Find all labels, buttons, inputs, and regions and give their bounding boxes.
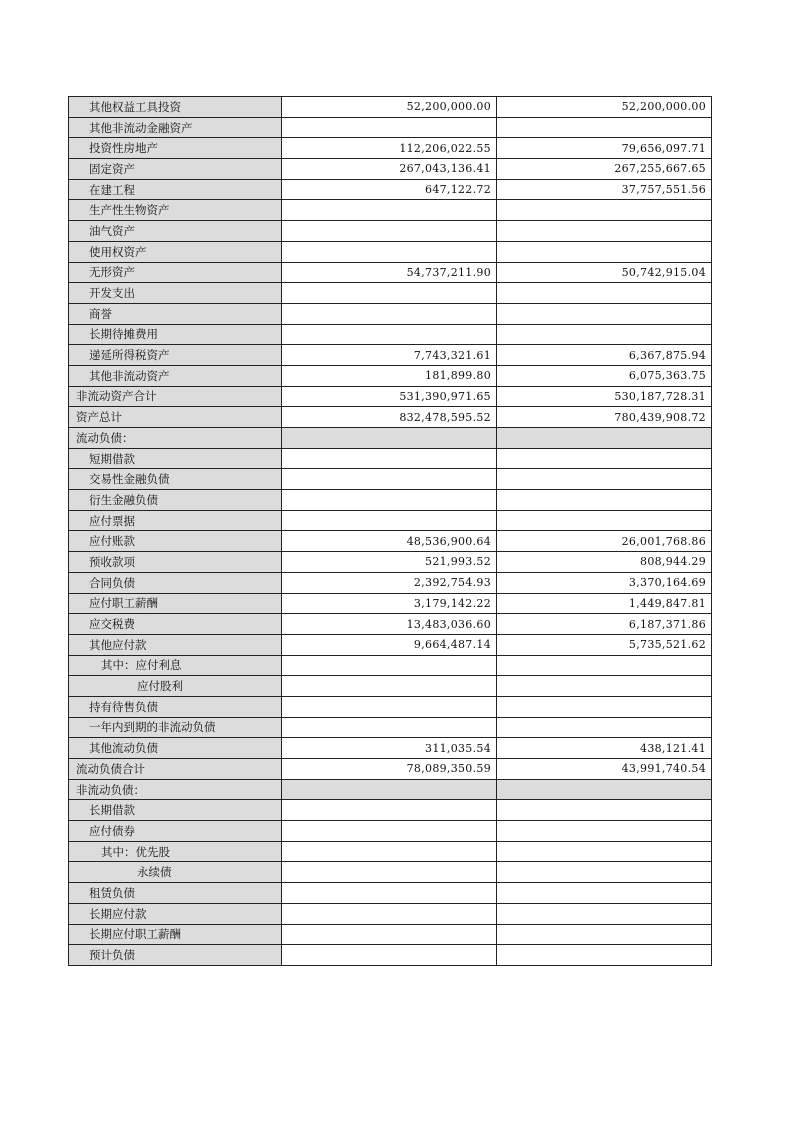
table-row <box>69 572 712 593</box>
table-row <box>69 283 712 304</box>
row-label: 应付股利 <box>69 676 282 697</box>
table-row <box>69 655 712 676</box>
table-row <box>69 510 712 531</box>
current-period-value: 2,392,754.93 <box>282 572 497 593</box>
row-label: 其他流动负债 <box>69 738 282 759</box>
prior-period-value <box>497 303 712 324</box>
row-label: 投资性房地产 <box>69 138 282 159</box>
row-label: 资产总计 <box>69 407 282 428</box>
row-label: 其中：应付利息 <box>69 655 282 676</box>
table-row <box>69 262 712 283</box>
table-row <box>69 779 712 800</box>
row-label: 应付债券 <box>69 821 282 842</box>
row-label: 油气资产 <box>69 221 282 242</box>
prior-period-value: 3,370,164.69 <box>497 572 712 593</box>
table-row <box>69 614 712 635</box>
row-label: 非流动资产合计 <box>69 386 282 407</box>
row-label: 在建工程 <box>69 179 282 200</box>
current-period-value <box>282 924 497 945</box>
row-label: 交易性金融负债 <box>69 469 282 490</box>
current-period-value <box>282 117 497 138</box>
balance-sheet-table <box>68 96 712 966</box>
row-label: 一年内到期的非流动负债 <box>69 717 282 738</box>
prior-period-value <box>497 221 712 242</box>
prior-period-value <box>497 117 712 138</box>
row-label: 其他应付款 <box>69 634 282 655</box>
current-period-value <box>282 945 497 966</box>
table-row <box>69 200 712 221</box>
row-label: 租赁负债 <box>69 883 282 904</box>
prior-period-value <box>497 779 712 800</box>
row-label: 长期待摊费用 <box>69 324 282 345</box>
row-label: 预计负债 <box>69 945 282 966</box>
table-row <box>69 448 712 469</box>
current-period-value: 48,536,900.64 <box>282 531 497 552</box>
current-period-value: 52,200,000.00 <box>282 97 497 118</box>
table-row <box>69 428 712 449</box>
table-row <box>69 303 712 324</box>
row-label: 非流动负债： <box>69 779 282 800</box>
row-label: 其他权益工具投资 <box>69 97 282 118</box>
current-period-value <box>282 303 497 324</box>
table-row <box>69 552 712 573</box>
row-label: 应付职工薪酬 <box>69 593 282 614</box>
table-row <box>69 345 712 366</box>
row-label: 长期借款 <box>69 800 282 821</box>
table-row <box>69 883 712 904</box>
prior-period-value: 5,735,521.62 <box>497 634 712 655</box>
prior-period-value <box>497 717 712 738</box>
current-period-value: 54,737,211.90 <box>282 262 497 283</box>
row-label: 合同负债 <box>69 572 282 593</box>
current-period-value: 13,483,036.60 <box>282 614 497 635</box>
current-period-value <box>282 696 497 717</box>
current-period-value <box>282 428 497 449</box>
table-row <box>69 676 712 697</box>
row-label: 短期借款 <box>69 448 282 469</box>
current-period-value <box>282 717 497 738</box>
current-period-value <box>282 821 497 842</box>
row-label: 长期应付职工薪酬 <box>69 924 282 945</box>
current-period-value: 9,664,487.14 <box>282 634 497 655</box>
row-label: 固定资产 <box>69 159 282 180</box>
prior-period-value <box>497 490 712 511</box>
current-period-value: 531,390,971.65 <box>282 386 497 407</box>
prior-period-value <box>497 428 712 449</box>
prior-period-value: 26,001,768.86 <box>497 531 712 552</box>
prior-period-value <box>497 800 712 821</box>
table-row <box>69 324 712 345</box>
prior-period-value <box>497 200 712 221</box>
table-row <box>69 490 712 511</box>
prior-period-value: 37,757,551.56 <box>497 179 712 200</box>
prior-period-value <box>497 945 712 966</box>
row-label: 流动负债合计 <box>69 759 282 780</box>
current-period-value <box>282 490 497 511</box>
table-row <box>69 717 712 738</box>
current-period-value <box>282 862 497 883</box>
row-label: 预收款项 <box>69 552 282 573</box>
row-label: 持有待售负债 <box>69 696 282 717</box>
row-label: 商誉 <box>69 303 282 324</box>
prior-period-value <box>497 924 712 945</box>
current-period-value <box>282 883 497 904</box>
row-label: 衍生金融负债 <box>69 490 282 511</box>
row-label: 生产性生物资产 <box>69 200 282 221</box>
table-row <box>69 159 712 180</box>
prior-period-value <box>497 903 712 924</box>
current-period-value: 112,206,022.55 <box>282 138 497 159</box>
row-label: 应交税费 <box>69 614 282 635</box>
balance-sheet <box>68 96 711 966</box>
current-period-value: 521,993.52 <box>282 552 497 573</box>
prior-period-value <box>497 862 712 883</box>
current-period-value <box>282 283 497 304</box>
prior-period-value <box>497 655 712 676</box>
table-row <box>69 97 712 118</box>
table-row <box>69 469 712 490</box>
table-row <box>69 862 712 883</box>
prior-period-value: 438,121.41 <box>497 738 712 759</box>
prior-period-value <box>497 241 712 262</box>
prior-period-value <box>497 821 712 842</box>
current-period-value <box>282 324 497 345</box>
table-row <box>69 593 712 614</box>
prior-period-value <box>497 283 712 304</box>
current-period-value <box>282 241 497 262</box>
table-row <box>69 841 712 862</box>
current-period-value: 311,035.54 <box>282 738 497 759</box>
table-row <box>69 407 712 428</box>
current-period-value: 3,179,142.22 <box>282 593 497 614</box>
prior-period-value: 808,944.29 <box>497 552 712 573</box>
row-label: 使用权资产 <box>69 241 282 262</box>
prior-period-value: 52,200,000.00 <box>497 97 712 118</box>
table-row <box>69 221 712 242</box>
prior-period-value <box>497 676 712 697</box>
table-row <box>69 800 712 821</box>
row-label: 无形资产 <box>69 262 282 283</box>
current-period-value <box>282 469 497 490</box>
current-period-value: 78,089,350.59 <box>282 759 497 780</box>
table-row <box>69 531 712 552</box>
prior-period-value: 267,255,667.65 <box>497 159 712 180</box>
prior-period-value: 6,187,371.86 <box>497 614 712 635</box>
table-row <box>69 634 712 655</box>
row-label: 永续债 <box>69 862 282 883</box>
current-period-value: 267,043,136.41 <box>282 159 497 180</box>
prior-period-value: 6,367,875.94 <box>497 345 712 366</box>
current-period-value <box>282 510 497 531</box>
current-period-value: 181,899.80 <box>282 365 497 386</box>
current-period-value: 647,122.72 <box>282 179 497 200</box>
table-row <box>69 738 712 759</box>
row-label: 流动负债： <box>69 428 282 449</box>
current-period-value <box>282 221 497 242</box>
current-period-value: 832,478,595.52 <box>282 407 497 428</box>
prior-period-value <box>497 883 712 904</box>
table-row <box>69 903 712 924</box>
row-label: 长期应付款 <box>69 903 282 924</box>
row-label: 应付票据 <box>69 510 282 531</box>
current-period-value <box>282 448 497 469</box>
table-body <box>69 97 712 966</box>
current-period-value <box>282 655 497 676</box>
row-label: 递延所得税资产 <box>69 345 282 366</box>
table-row <box>69 365 712 386</box>
row-label: 其中：优先股 <box>69 841 282 862</box>
prior-period-value <box>497 469 712 490</box>
current-period-value <box>282 200 497 221</box>
current-period-value <box>282 676 497 697</box>
current-period-value <box>282 841 497 862</box>
table-row <box>69 117 712 138</box>
prior-period-value: 1,449,847.81 <box>497 593 712 614</box>
row-label: 其他非流动金融资产 <box>69 117 282 138</box>
table-row <box>69 696 712 717</box>
row-label: 其他非流动资产 <box>69 365 282 386</box>
prior-period-value <box>497 841 712 862</box>
prior-period-value: 79,656,097.71 <box>497 138 712 159</box>
table-row <box>69 821 712 842</box>
prior-period-value: 780,439,908.72 <box>497 407 712 428</box>
prior-period-value: 43,991,740.54 <box>497 759 712 780</box>
table-row <box>69 924 712 945</box>
current-period-value <box>282 779 497 800</box>
prior-period-value: 6,075,363.75 <box>497 365 712 386</box>
table-row <box>69 179 712 200</box>
prior-period-value: 530,187,728.31 <box>497 386 712 407</box>
table-row <box>69 759 712 780</box>
prior-period-value <box>497 448 712 469</box>
current-period-value <box>282 903 497 924</box>
prior-period-value <box>497 324 712 345</box>
prior-period-value <box>497 510 712 531</box>
prior-period-value <box>497 696 712 717</box>
current-period-value <box>282 800 497 821</box>
row-label: 开发支出 <box>69 283 282 304</box>
table-row <box>69 386 712 407</box>
current-period-value: 7,743,321.61 <box>282 345 497 366</box>
table-row <box>69 945 712 966</box>
row-label: 应付账款 <box>69 531 282 552</box>
prior-period-value: 50,742,915.04 <box>497 262 712 283</box>
table-row <box>69 241 712 262</box>
table-row <box>69 138 712 159</box>
